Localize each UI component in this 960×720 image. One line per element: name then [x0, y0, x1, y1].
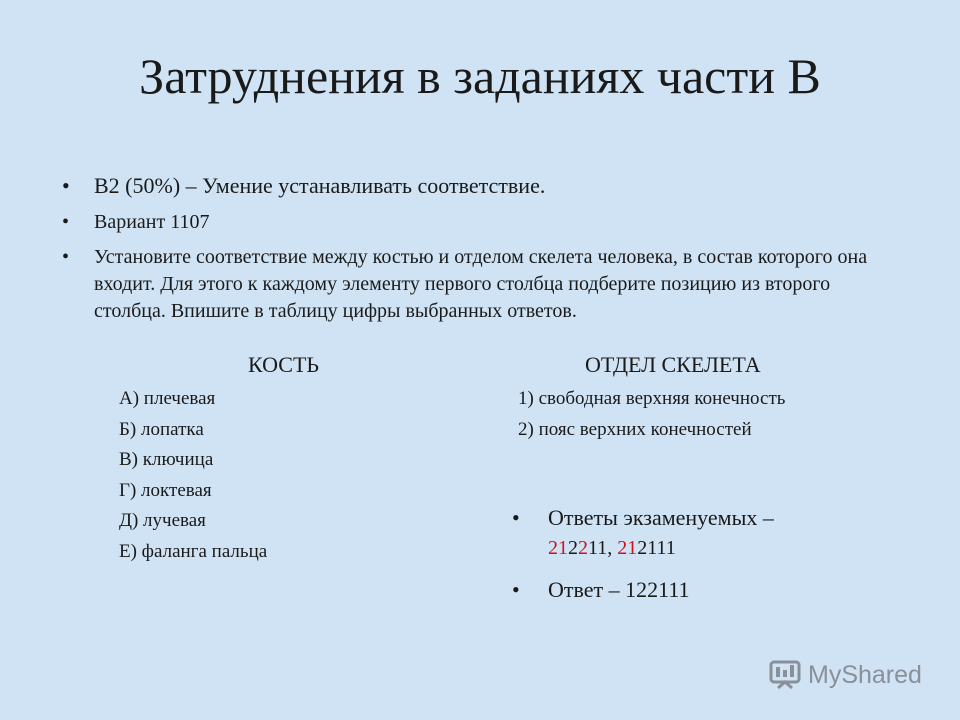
bullet-list: [62, 172, 902, 334]
bullet-dot: •: [512, 577, 520, 602]
correct-answer-text: Ответ – 122111: [548, 577, 690, 602]
bone-item: Г) локтевая: [119, 479, 212, 501]
answer-highlight: 2: [578, 537, 588, 559]
watermark: [768, 658, 922, 692]
answer-separator: ,: [607, 537, 618, 559]
bone-item: А) плечевая: [119, 388, 216, 409]
answers-block: [512, 503, 932, 605]
examinee-answers-values: [548, 533, 932, 563]
bone-column-heading: КОСТЬ: [248, 352, 320, 377]
skeleton-section-item: 1) свободная верхняя конечность: [518, 388, 786, 409]
bullet-item: [62, 244, 902, 325]
projector-icon: [768, 660, 802, 690]
slide-title: Затруднения в заданиях части В: [139, 48, 821, 104]
correct-answer: [512, 575, 932, 605]
bullet-dot: •: [62, 211, 70, 233]
bullet-text: Установите соответствие между костью и отделом скелета человека, в состав которого она входит. Для этого к каждому элементу первого столбца подберите позицию из второго столбца. Впишите в таблицу цифры выбранных ответов.: [94, 246, 868, 322]
bullet-text: Вариант 1107: [94, 211, 210, 233]
bullet-dot: •: [62, 246, 70, 268]
skeleton-section-item: 2) пояс верхних конечностей: [518, 418, 752, 440]
bullet-item: [62, 209, 902, 235]
watermark-text: MyShared: [808, 660, 922, 689]
answer-digit: 2111: [637, 537, 676, 559]
skeleton-section-list: [518, 384, 785, 445]
skeleton-section-column-heading: ОТДЕЛ СКЕЛЕТА: [585, 352, 761, 377]
bullet-text: В2 (50%) – Умение устанавливать соответствие.: [94, 173, 546, 198]
bone-item: Е) фаланга пальца: [119, 540, 268, 562]
answer-highlight: 21: [617, 537, 638, 559]
examinee-answers: [512, 503, 932, 563]
examinee-answers-label: Ответы экзаменуемых –: [548, 505, 774, 530]
bullet-dot: •: [512, 505, 520, 530]
bone-item: Б) лопатка: [119, 418, 204, 440]
bone-item: В) ключица: [119, 449, 214, 470]
bullet-item: [62, 172, 902, 200]
bone-list: [119, 384, 267, 567]
answer-highlight: 21: [548, 537, 568, 559]
bullet-dot: •: [62, 173, 70, 198]
answer-digit: 11: [588, 537, 608, 559]
answer-digit: 2: [568, 537, 578, 559]
bone-item: Д) лучевая: [119, 510, 206, 531]
